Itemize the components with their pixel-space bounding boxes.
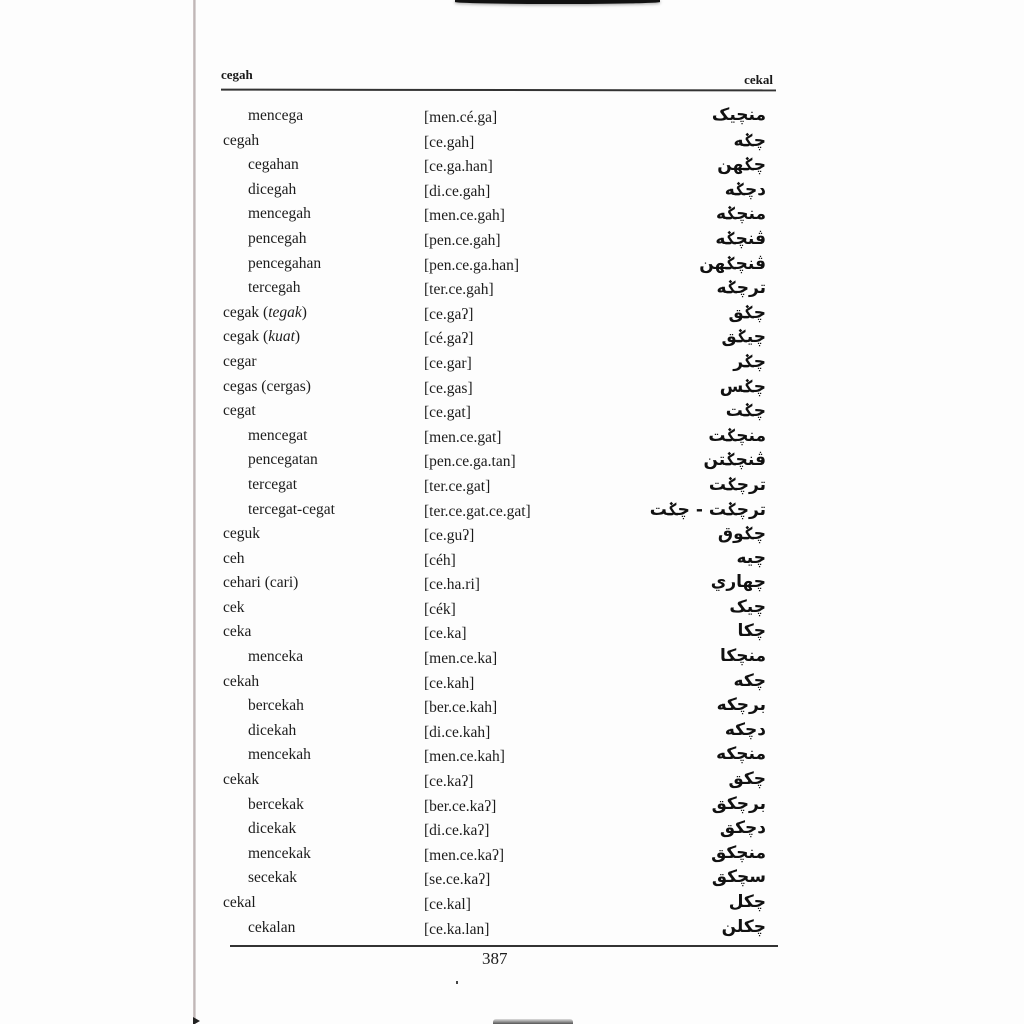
pronunciation: [ce.kaʔ]: [424, 773, 474, 791]
pronunciation: [ce.gaʔ]: [424, 305, 474, 323]
dictionary-entry: [0, 474, 1024, 499]
pronunciation: [men.ce.gat]: [424, 428, 502, 446]
dictionary-entry: [0, 105, 1024, 130]
pronunciation: [di.ce.kaʔ]: [424, 822, 490, 840]
headword: cekah: [223, 672, 260, 690]
derived-word: pencegah: [248, 229, 307, 247]
pronunciation: [ce.gah]: [424, 133, 475, 151]
pronunciation: [ce.ga.han]: [424, 158, 493, 176]
dictionary-entry: [0, 818, 1024, 843]
jawi-spelling: چکه: [733, 670, 766, 691]
dictionary-entry: [0, 277, 1024, 302]
derived-word: mencegat: [248, 426, 308, 444]
pronunciation: [ber.ce.kaʔ]: [424, 797, 497, 815]
derived-word: pencegahan: [248, 254, 322, 272]
running-header: [221, 63, 773, 87]
pronunciation: [di.ce.gah]: [424, 182, 491, 200]
dictionary-entry: [0, 597, 1024, 622]
derived-word: tercegah: [248, 279, 301, 297]
derived-word: mencegah: [248, 205, 311, 223]
footer-rule: [230, 945, 778, 947]
dictionary-entry: [0, 867, 1024, 892]
pronunciation: [ce.kah]: [424, 674, 475, 692]
dictionary-entry: [0, 671, 1024, 696]
dictionary-entry: [0, 154, 1024, 179]
pronunciation: [men.ce.gah]: [424, 207, 505, 225]
jawi-spelling: چيݢق: [721, 327, 766, 348]
pronunciation: [cé.gaʔ]: [424, 330, 474, 348]
pronunciation: [céh]: [424, 551, 456, 569]
jawi-spelling: منچݢه: [716, 204, 766, 225]
dictionary-entry: [0, 720, 1024, 745]
derived-word: dicekak: [248, 820, 297, 838]
headword: cegat: [223, 402, 256, 420]
derived-word: tercegat-cegat: [248, 500, 335, 518]
pronunciation: [ber.ce.kah]: [424, 699, 498, 717]
dictionary-entry: [0, 917, 1024, 942]
pronunciation: [men.ce.kaʔ]: [424, 846, 505, 864]
headword: ceh: [223, 549, 245, 567]
left-guideword: cegah: [221, 67, 253, 82]
jawi-spelling: چهاري: [710, 572, 766, 593]
headword-text: cegak: [223, 303, 260, 321]
headword: cegak (kuat): [223, 328, 301, 346]
pronunciation: [cék]: [424, 600, 456, 618]
derived-word: dicekah: [248, 721, 297, 739]
dictionary-entry: [0, 548, 1024, 573]
pronunciation: [ce.ka]: [424, 625, 467, 643]
pronunciation: [pen.ce.gah]: [424, 231, 501, 249]
pronunciation: [men.ce.ka]: [424, 650, 498, 668]
print-speck: [456, 981, 458, 984]
dictionary-entry: [0, 253, 1024, 278]
bottom-edge-shadow: [493, 1019, 573, 1024]
derived-word: tercegat: [248, 475, 298, 493]
jawi-spelling: دچکه: [724, 719, 766, 740]
dictionary-entry: [0, 646, 1024, 671]
dictionary-entry: [0, 744, 1024, 769]
headword: cehari (cari): [223, 574, 299, 592]
jawi-spelling: ڤنچݢهن: [699, 253, 766, 274]
page-number: 387: [482, 949, 508, 968]
dictionary-entry: [0, 695, 1024, 720]
jawi-spelling: چݢوق: [717, 524, 766, 545]
jawi-spelling: ڤنچݢه: [715, 228, 766, 249]
headword-text: cegak: [223, 328, 260, 346]
jawi-spelling: منچيک: [711, 105, 766, 125]
jawi-spelling: چݢهن: [717, 155, 766, 176]
dictionary-entry: [0, 376, 1024, 401]
jawi-spelling: ترچݢت: [708, 474, 766, 495]
jawi-spelling: دچݢه: [724, 179, 766, 200]
jawi-spelling: ترچݢت - چݢت: [649, 499, 766, 520]
dictionary-entry: [0, 179, 1024, 204]
sense-gloss: tegak: [268, 303, 302, 321]
pronunciation: [ce.kal]: [424, 896, 471, 913]
pronunciation: [se.ce.kaʔ]: [424, 871, 491, 889]
jawi-spelling: ڤنچݢتن: [703, 450, 766, 471]
jawi-spelling: چکا: [737, 621, 766, 642]
headword: ceka: [223, 623, 252, 641]
jawi-spelling: چيه: [736, 547, 766, 568]
pronunciation: [ce.ka.lan]: [424, 920, 490, 938]
derived-word: mencekak: [248, 844, 311, 862]
derived-word: bercekah: [248, 697, 304, 715]
jawi-spelling: دچکق: [719, 818, 766, 839]
dictionary-entry: [0, 326, 1024, 351]
jawi-spelling: چکلن: [721, 916, 766, 937]
pronunciation: [pen.ce.ga.han]: [424, 256, 520, 274]
dictionary-entry: [0, 523, 1024, 548]
dictionary-entry: [0, 621, 1024, 646]
derived-word: bercekak: [248, 795, 304, 813]
dictionary-entry: [0, 769, 1024, 794]
dictionary-entry: [0, 302, 1024, 327]
dictionary-entry: [0, 425, 1024, 450]
dictionary-entry: [0, 843, 1024, 868]
dictionary-entry: [0, 351, 1024, 376]
dictionary-entry: [0, 572, 1024, 597]
dictionary-entry: [0, 203, 1024, 228]
pronunciation: [ter.ce.gat]: [424, 477, 491, 495]
pronunciation: [men.cé.ga]: [424, 109, 498, 126]
jawi-spelling: منچکه: [716, 744, 766, 765]
derived-word: cekalan: [248, 918, 296, 936]
pronunciation: [men.ce.kah]: [424, 748, 505, 766]
derived-word: secekak: [248, 869, 298, 887]
entry-list: [0, 105, 1024, 941]
jawi-spelling: چݢق: [728, 302, 766, 323]
header-rule: [221, 89, 776, 92]
jawi-spelling: ترچݢه: [716, 278, 766, 299]
pronunciation: [ce.ha.ri]: [424, 576, 480, 594]
dictionary-entry: [0, 130, 1024, 155]
pronunciation: [ce.gat]: [424, 404, 471, 422]
right-guideword: cekal: [744, 72, 773, 87]
jawi-spelling: چيک: [729, 596, 766, 617]
jawi-spelling: منچکق: [711, 842, 766, 863]
pronunciation: [ce.gar]: [424, 354, 472, 372]
headword: cegah: [223, 131, 260, 149]
derived-word: mencega: [248, 107, 304, 124]
dictionary-entry: [0, 892, 1024, 917]
headword: cekal: [223, 894, 256, 911]
derived-word: menceka: [248, 648, 304, 666]
jawi-spelling: منچکا: [720, 646, 766, 667]
sense-gloss: kuat: [268, 328, 295, 346]
jawi-spelling: برچکه: [716, 695, 766, 716]
pronunciation: [pen.ce.ga.tan]: [424, 453, 516, 471]
headword: cegar: [223, 352, 257, 370]
headword: cekak: [223, 771, 260, 789]
pronunciation: [ce.gas]: [424, 379, 473, 397]
jawi-spelling: چݢر: [733, 351, 766, 372]
jawi-spelling: چکق: [728, 769, 766, 790]
jawi-spelling: چݢس: [719, 376, 766, 397]
derived-word: dicegah: [248, 180, 297, 198]
jawi-spelling: منچݢت: [708, 425, 766, 446]
pronunciation: [ter.ce.gat.ce.gat]: [424, 502, 531, 520]
dictionary-entry: [0, 794, 1024, 819]
derived-word: mencekah: [248, 746, 311, 764]
dictionary-entry: [0, 400, 1024, 425]
jawi-spelling: سچکق: [711, 867, 766, 888]
dictionary-entry: [0, 449, 1024, 474]
headword: ceguk: [223, 525, 261, 543]
headword: cek: [223, 598, 245, 616]
dictionary-entry: [0, 228, 1024, 253]
dictionary-entry: [0, 499, 1024, 524]
jawi-spelling: چݢه: [733, 130, 766, 151]
derived-word: pencegatan: [248, 451, 318, 469]
corner-mark: [193, 1017, 200, 1024]
headword: cegak (tegak): [223, 303, 307, 321]
jawi-spelling: چݢت: [725, 401, 766, 422]
jawi-spelling: برچکق: [711, 793, 766, 814]
pronunciation: [ter.ce.gah]: [424, 281, 494, 299]
pronunciation: [ce.guʔ]: [424, 527, 475, 545]
jawi-spelling: چکل: [728, 892, 766, 912]
headword: cegas (cergas): [223, 377, 311, 395]
derived-word: cegahan: [248, 156, 299, 174]
pronunciation: [di.ce.kah]: [424, 723, 491, 741]
top-edge-shadow: [455, 0, 660, 4]
